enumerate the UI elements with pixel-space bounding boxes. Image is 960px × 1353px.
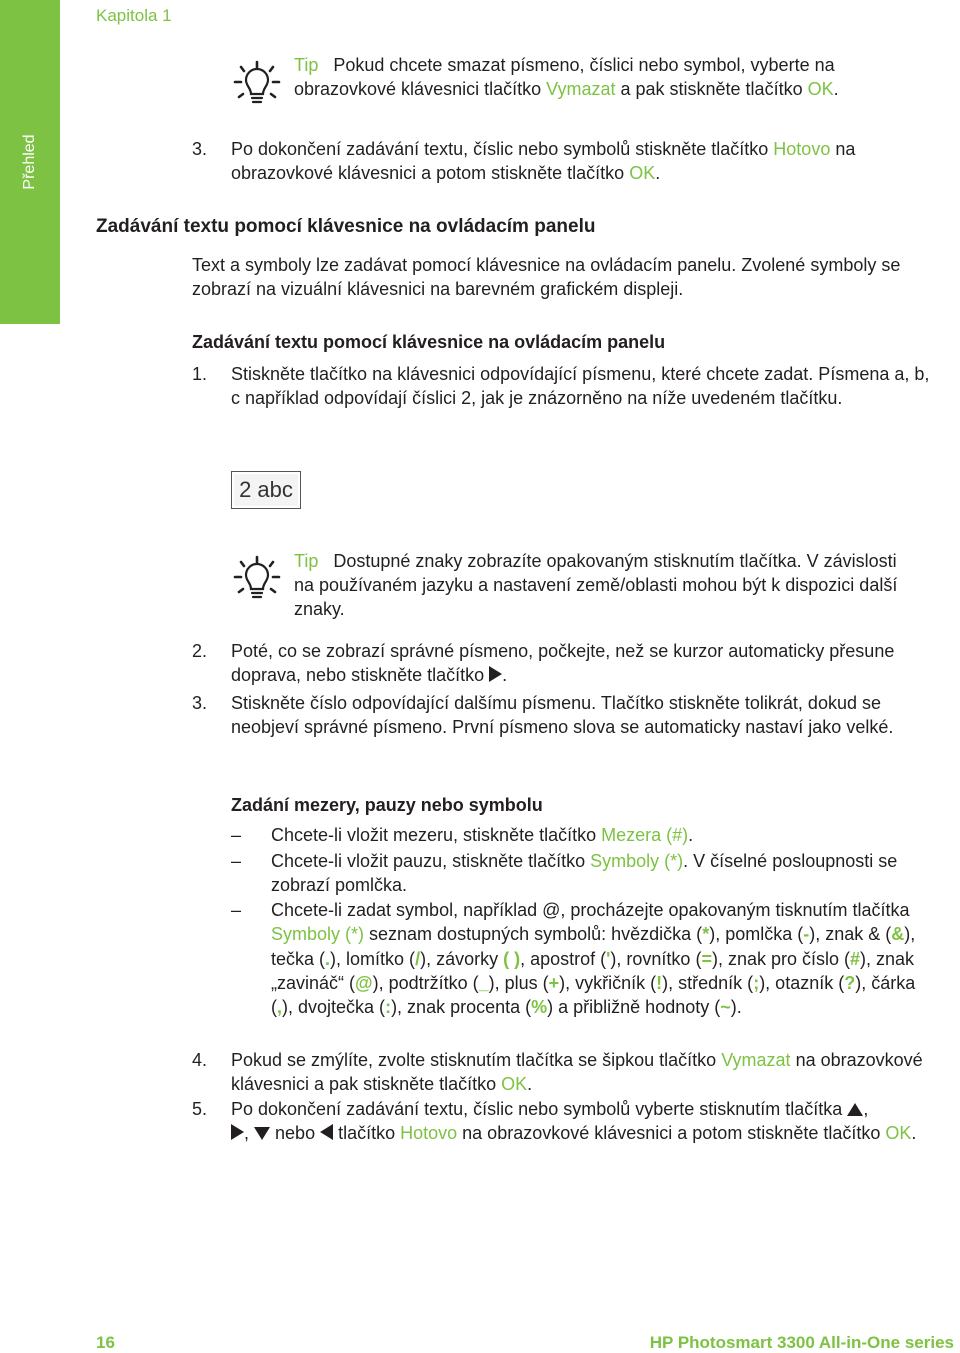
button-name-ok: OK <box>885 1123 912 1144</box>
dash-bullet: – <box>231 825 242 845</box>
step-text: Po dokončení zadávání textu, číslic nebo symbolů stiskněte tlačítko <box>231 139 774 159</box>
subsection-heading: Zadávání textu pomocí klávesnice na ovládacím panelu <box>192 332 666 352</box>
step-item <box>192 362 932 411</box>
product-name: HP Photosmart 3300 All-in-One series <box>649 1333 954 1352</box>
tip-more-characters <box>294 549 914 621</box>
step-text: na obrazovkové klávesnici a pak stiskněte tlačítko <box>231 1050 923 1095</box>
page-number: 16 <box>96 1333 115 1352</box>
step-text: na obrazovkové klávesnici a potom stiskněte tlačítko <box>231 139 856 184</box>
subsection-heading: Zadání mezery, pauzy nebo symbolu <box>231 795 543 815</box>
item-text: Chcete-li vložit mezeru, stiskněte tlačítko <box>271 825 602 845</box>
step-text: Pokud se zmýlíte, zvolte stisknutím tlačítka se šipkou tlačítko <box>231 1050 722 1070</box>
button-name-ok: OK <box>501 1074 528 1095</box>
side-tab <box>0 0 60 324</box>
step-number: 4. <box>192 1050 208 1070</box>
section-intro: Text a symboly lze zadávat pomocí klávesnice na ovládacím panelu. Zvolené symboly se zobrazí na vizuální klávesnici na barevném grafickém displeji. <box>192 255 901 300</box>
list-item <box>231 823 931 847</box>
button-name-symboly: Symboly (*) <box>590 851 684 871</box>
step-text: Stiskněte tlačítko na klávesnici odpovídající písmenu, které chcete zadat. Písmena a, b, c například odpovídají číslici 2, jak je znázorněno na níže uvedeném tlačítku. <box>231 364 930 409</box>
item-text: Chcete-li zadat symbol, například @, procházejte opakovaným tisknutím tlačítka Symboly (*) seznam dostupných symbolů: hvězdička (*), pomlčka (-), znak & (&), tečka (.), lomítko (/), závorky ( ), apostrof ('), rovnítko (=), znak pro číslo (#), znak „zavináč“ (@), podtržítko (_), plus (+), vykřičník (!), středník (;), otazník (?), čárka (,), dvojtečka (:), znak procenta (%) a přibližně hodnoty (~). <box>271 900 916 1018</box>
step-item <box>192 137 932 186</box>
button-name-vymazat: Vymazat <box>546 79 616 99</box>
lightbulb-icon <box>233 555 281 603</box>
step-text: , <box>244 1123 250 1144</box>
tip-text: Dostupné znaky zobrazíte opakovaným stisknutím tlačítka. V závislosti na používaném jazyku a nastavení země/oblasti mohou být k dispozici další znaky. <box>294 551 898 619</box>
step-text: tlačítko <box>333 1123 401 1144</box>
lightbulb-icon <box>233 60 281 108</box>
dash-bullet: – <box>231 851 242 871</box>
arrow-left-icon <box>320 1124 333 1140</box>
tip-text: a pak stiskněte tlačítko <box>615 79 808 99</box>
step-item <box>192 691 932 740</box>
step-text: nebo <box>270 1123 321 1144</box>
arrow-up-icon <box>847 1103 863 1116</box>
step-item <box>192 1097 932 1146</box>
dash-bullet: – <box>231 900 242 920</box>
button-name-vymazat: Vymazat <box>721 1050 791 1070</box>
list-item <box>231 849 931 898</box>
step-text: Po dokončení zadávání textu, číslic nebo symbolů vyberte stisknutím tlačítka <box>231 1099 848 1119</box>
step-number: 1. <box>192 364 208 384</box>
step-text: , <box>863 1099 869 1119</box>
section-heading: Zadávání textu pomocí klávesnice na ovládacím panelu <box>96 216 596 237</box>
step-number: 5. <box>192 1099 208 1119</box>
step-number: 3. <box>192 139 208 159</box>
arrow-right-icon <box>489 666 502 682</box>
arrow-right-icon <box>231 1124 244 1140</box>
keypad-key-image: 2 abc <box>231 471 301 509</box>
button-name-hotovo: Hotovo <box>773 139 831 159</box>
step-text: Poté, co se zobrazí správné písmeno, počkejte, než se kurzor automaticky přesune doprava, nebo stiskněte tlačítko <box>231 641 895 686</box>
step-item <box>192 639 932 688</box>
item-text: Chcete-li vložit pauzu, stiskněte tlačítko <box>271 851 591 871</box>
button-name-hotovo: Hotovo <box>400 1123 458 1144</box>
button-name-mezera: Mezera (#) <box>601 825 689 845</box>
step-text: . <box>911 1123 917 1144</box>
button-name-ok: OK <box>807 79 834 99</box>
tip-delete-character <box>294 53 914 101</box>
arrow-down-icon <box>254 1127 270 1140</box>
item-text: . <box>688 825 694 845</box>
tip-text: Pokud chcete smazat písmeno, číslici nebo symbol, vyberte na obrazovkové klávesnici tlačítko <box>294 55 835 99</box>
tip-text: . <box>833 79 839 99</box>
step-text: . <box>655 163 661 184</box>
tip-label: Tip <box>294 55 319 75</box>
list-item <box>231 898 931 1019</box>
step-text: . <box>527 1074 533 1095</box>
step-text: . <box>502 665 508 686</box>
chapter-label: Kapitola 1 <box>96 6 172 25</box>
step-text: Stiskněte číslo odpovídající dalšímu písmenu. Tlačítko stiskněte tolikrát, dokud se neobjeví správné písmeno. První písmeno slova se automaticky nastaví jako velké. <box>231 693 894 738</box>
side-tab-label: Přehled <box>21 134 38 190</box>
step-item <box>192 1048 932 1097</box>
step-text: na obrazovkové klávesnici a potom stiskněte tlačítko <box>457 1123 886 1144</box>
item-text: . V číselné posloupnosti se zobrazí pomlčka. <box>271 851 898 896</box>
step-number: 3. <box>192 693 208 713</box>
step-number: 2. <box>192 641 208 661</box>
button-name-ok: OK <box>629 163 656 184</box>
tip-label: Tip <box>294 551 319 571</box>
